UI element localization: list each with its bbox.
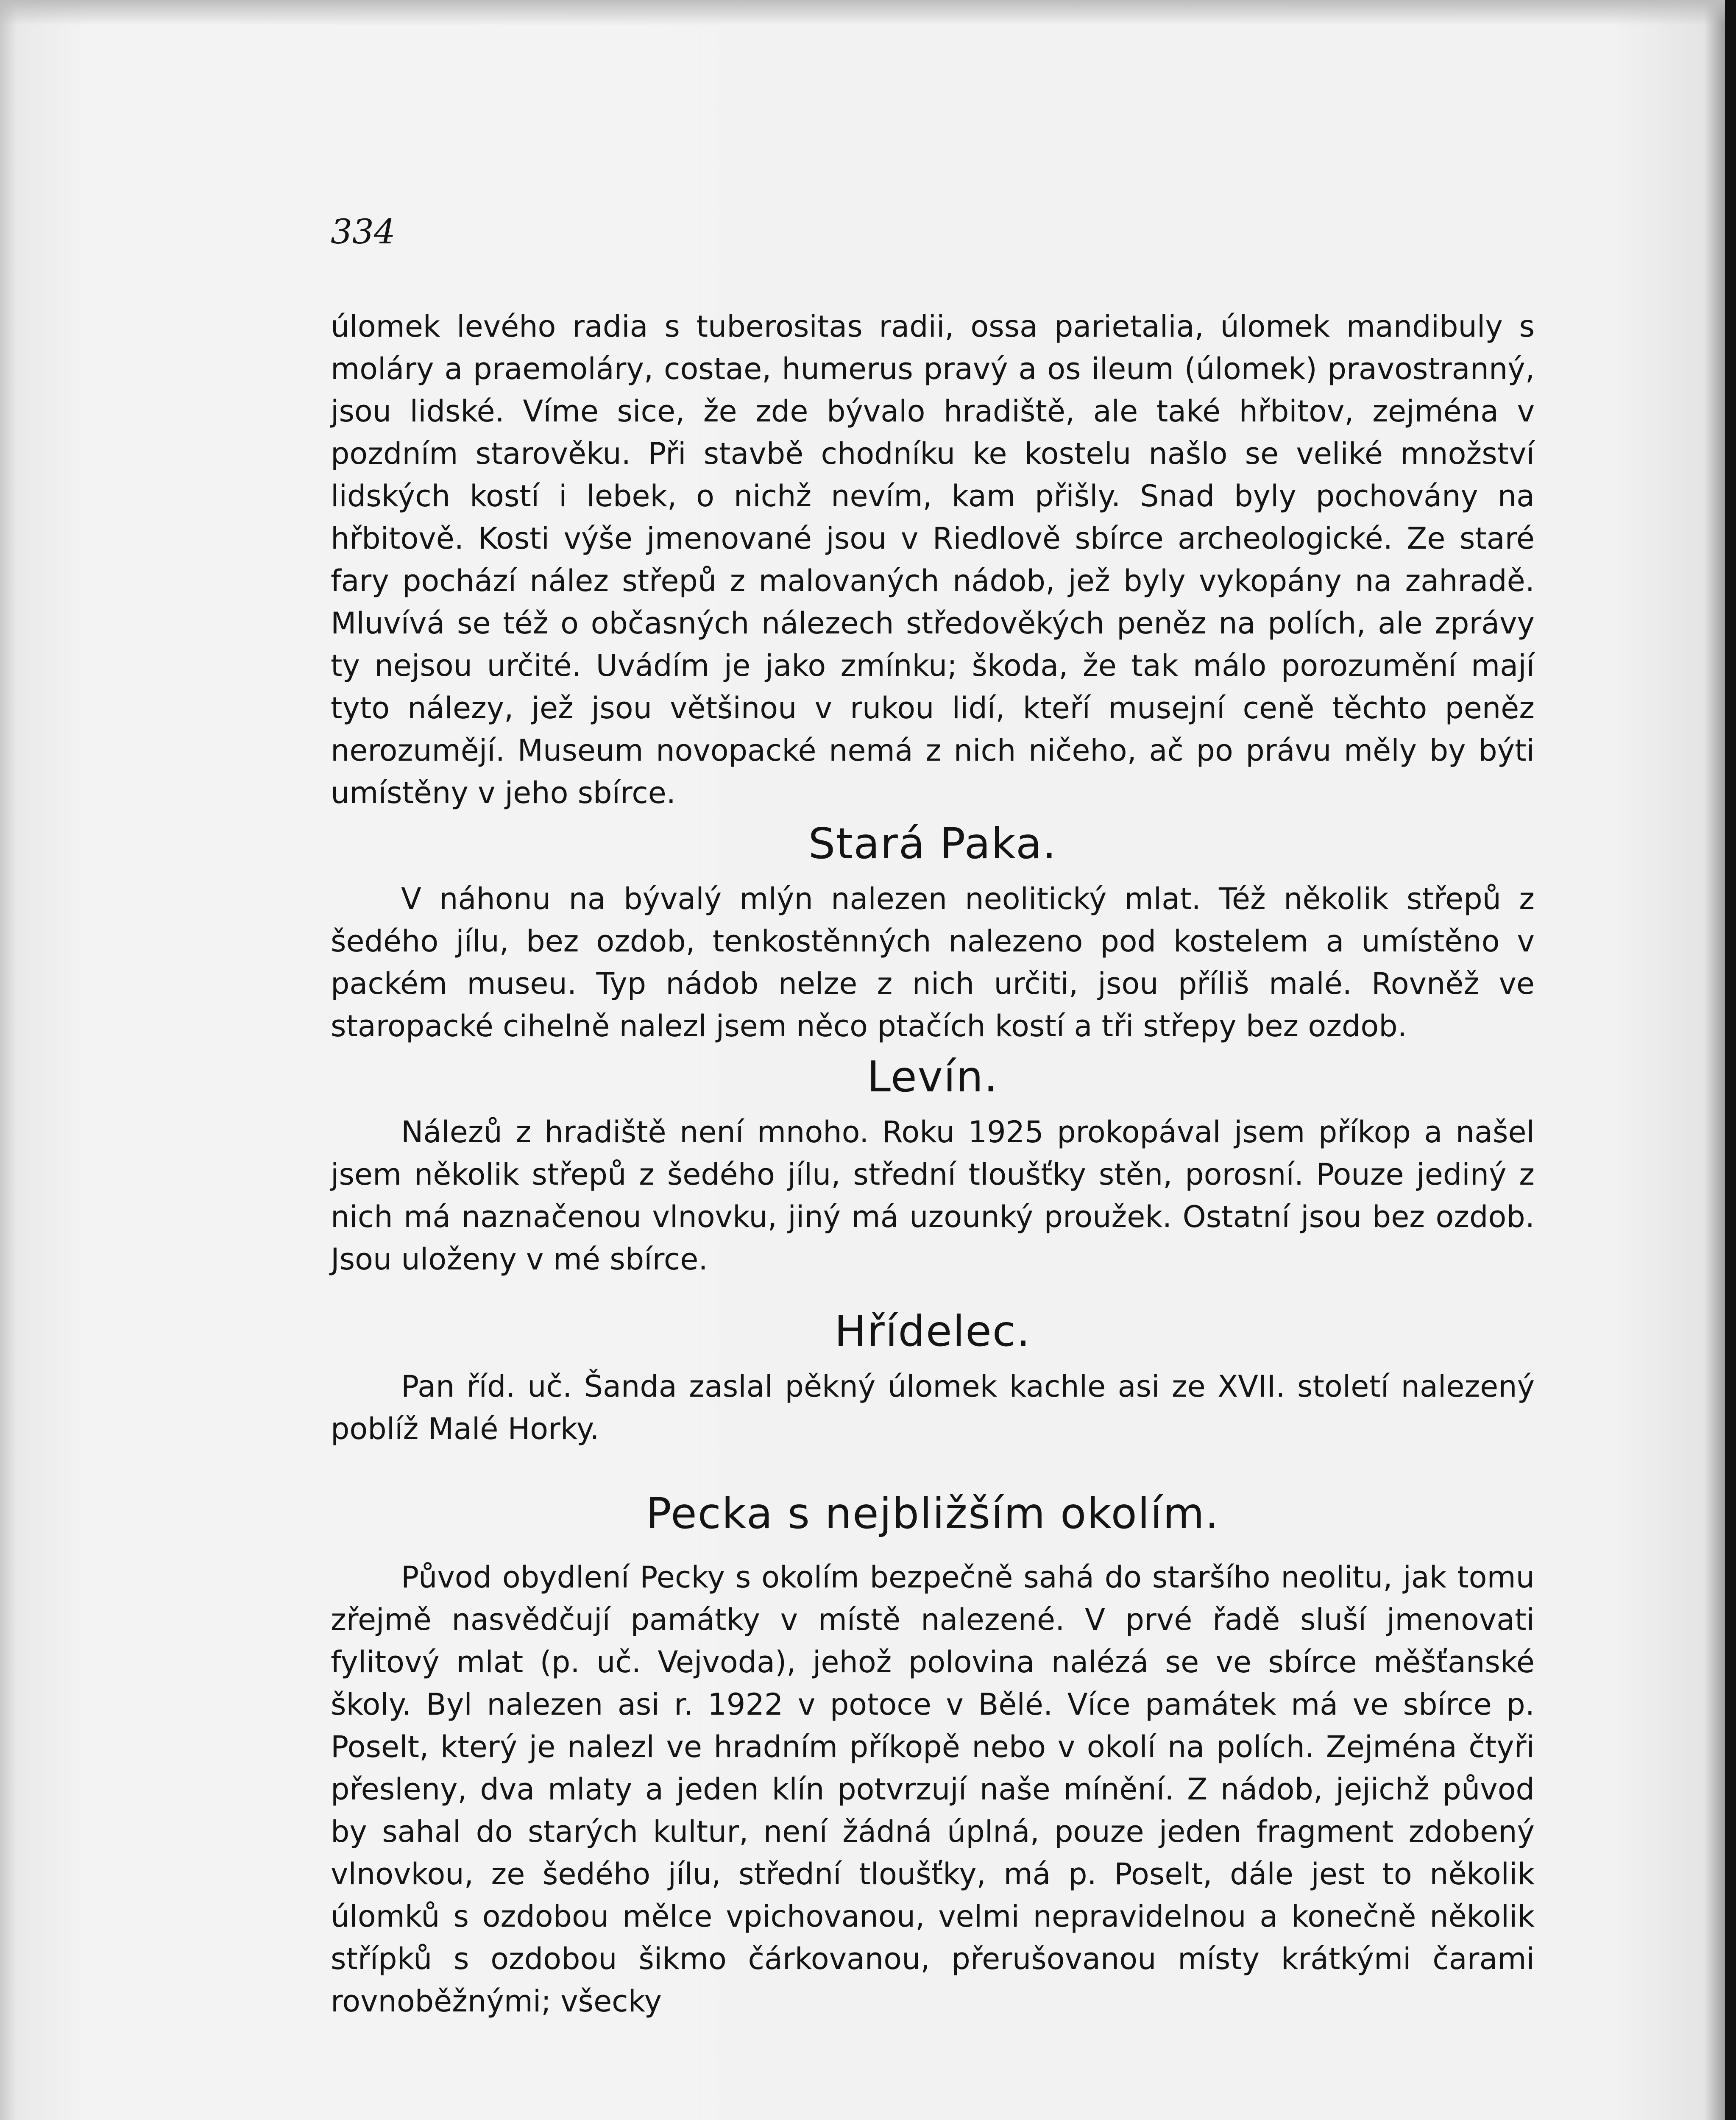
heading-stara-paka: Stará Paka. — [808, 819, 1057, 868]
page-body — [331, 204, 1535, 2022]
scan-shadow-top — [0, 0, 1736, 25]
scan-edge-right — [1725, 0, 1736, 2120]
paragraph-levin: Nálezů z hradiště není mnoho. Roku 1925 prokopával jsem příkop a našel jsem několik střepů z šedého jílu, střední tloušťky stěn, porosní. Pouze jediný z nich má naznačenou vlnovku, jiný má uzounký proužek. Ostatní jsou bez ozdob. Jsou uloženy v mé sbírce. — [331, 1115, 1535, 1277]
paragraph-hridelec: Pan říd. uč. Šanda zaslal pěkný úlomek kachle asi ze XVII. století nalezený poblíž Malé Horky. — [331, 1369, 1535, 1446]
paragraph-intro: úlomek levého radia s tuberositas radii, ossa parietalia, úlomek mandibuly s moláry a praemoláry, costae, humerus pravý a os ileum (úlomek) pravostranný, jsou lidské. Víme sice, že zde bývalo hradiště, ale také hřbitov, zejména v pozdním starověku. Při stavbě chodníku ke kostelu našlo se veliké množství lidských kostí i lebek, o nichž nevím, kam přišly. Snad byly pochovány na hřbitově. Kosti výše jmenované jsou v Riedlově sbírce archeologické. Ze staré fary pochází nález střepů z malovaných nádob, jež byly vykopány na zahradě. Mluvívá se též o občasných nálezech středověkých peněz na polích, ale zprávy ty nejsou určité. Uvádím je jako zmínku; škoda, že tak málo porozumění mají tyto nálezy, jež jsou většinou v rukou lidí, kteří musejní ceně těchto peněz nerozumějí. Museum novopacké nemá z nich ničeho, ač po právu měly by býti umístěny v jeho sbírce. — [331, 309, 1535, 810]
paragraph-stara-paka: V náhonu na bývalý mlýn nalezen neolitický mlat. Též několik střepů z šedého jílu, bez ozdob, tenkostěnných nalezeno pod kostelem a umístěno v packém museu. Typ nádob nelze z nich určiti, jsou příliš malé. Rovněž ve staropacké cihelně nalezl jsem něco ptačích kostí a tři střepy bez ozdob. — [331, 881, 1535, 1043]
heading-hridelec: Hřídelec. — [834, 1306, 1031, 1356]
page-number: 334 — [331, 212, 396, 251]
heading-pecka: Pecka s nejbližším okolím. — [646, 1489, 1220, 1538]
heading-levin: Levín. — [867, 1052, 998, 1102]
paragraph-pecka: Původ obydlení Pecky s okolím bezpečně sahá do staršího neolitu, jak tomu zřejmě nasvědčují památky v místě nalezené. V prvé řadě sluší jmenovati fylitový mlat (p. uč. Vejvoda), jehož polovina nalézá se ve sbírce měšťanské školy. Byl nalezen asi r. 1922 v potoce v Bělé. Více památek má ve sbírce p. Poselt, který je nalezl ve hradním příkopě nebo v okolí na polích. Zejména čtyři přesleny, dva mlaty a jeden klín potvrzují naše mínění. Z nádob, jejichž původ by sahal do starých kultur, není žádná úplná, pouze jeden fragment zdobený vlnovkou, ze šedého jílu, střední tloušťky, má p. Poselt, dále jest to několik úlomků s ozdobou mělce vpichovanou, velmi nepravidelnou a konečně několik střípků s ozdobou šikmo čárkovanou, přerušovanou místy krátkými čarami rovnoběžnými; všecky — [331, 1560, 1535, 2019]
